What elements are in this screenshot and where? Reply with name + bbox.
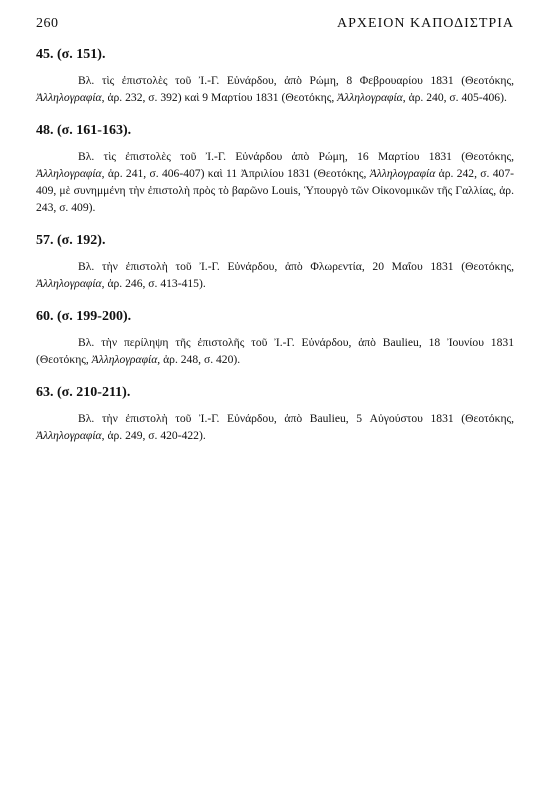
italic-title: Ἀλληλογραφία: [36, 277, 102, 290]
page-number: 260: [36, 16, 59, 31]
italic-title: Ἀλληλογραφία: [36, 429, 102, 442]
running-title: ΑΡΧΕΙΟΝ ΚΑΠΟΔΙΣΤΡΙΑ: [337, 16, 514, 31]
note-body: [36, 334, 514, 368]
body-text: , ἀρ. 240, σ. 405-406).: [402, 91, 507, 104]
body-text: , ἀρ. 249, σ. 420-422).: [101, 429, 206, 442]
note: [36, 122, 514, 216]
note-heading: 48. (σ. 161-163).: [36, 123, 132, 138]
body-text: Βλ. τὶς ἐπιστολὲς τοῦ Ἰ.-Γ. Εὐνάρδου ἀπὸ Ρώμη, 16 Μαρτίου 1831 (Θεοτόκης,: [78, 150, 514, 163]
notes-content: [36, 46, 514, 460]
body-text: Βλ. τὴν ἐπιστολὴ τοῦ Ἰ.-Γ. Εὐνάρδου, ἀπὸ Baulieu, 5 Αὐγούστου 1831 (Θεοτόκης,: [78, 412, 514, 425]
note-body: [36, 148, 514, 216]
note-heading: 63. (σ. 210-211).: [36, 385, 131, 400]
italic-title: Ἀλληλογραφία: [36, 91, 102, 104]
note: [36, 232, 514, 292]
note-heading: 60. (σ. 199-200).: [36, 309, 132, 324]
note-heading: 45. (σ. 151).: [36, 47, 106, 62]
note-heading: 57. (σ. 192).: [36, 233, 106, 248]
page-header: [36, 16, 514, 34]
note: [36, 308, 514, 368]
italic-title: Ἀλληλογραφία: [369, 167, 436, 180]
body-text: Βλ. τὶς ἐπιστολὲς τοῦ Ἰ.-Γ. Εὐνάρδου, ἀπὸ Ρώμη, 8 Φεβρουαρίου 1831 (Θεοτόκης,: [78, 74, 514, 87]
body-text: , ἀρ. 246, σ. 413-415).: [101, 277, 206, 290]
note-body: [36, 72, 514, 106]
note: [36, 384, 514, 444]
note-body: [36, 410, 514, 444]
italic-title: Ἀλληλογραφία: [91, 353, 158, 366]
body-text: ἀρ. 242, σ. 407-409, μὲ συνημμένη τὴν ἐπιστολὴ πρὸς τὸ βαρῶνο Louis, Ὑπουργὸ τῶν Οἰκονομικῶν τῆς Γαλλίας, ἀρ. 243, σ. 409).: [36, 167, 514, 214]
body-text: Βλ. τὴν ἐπιστολὴ τοῦ Ἰ.-Γ. Εὐνάρδου, ἀπὸ Φλωρεντία, 20 Μαΐου 1831 (Θεοτόκης,: [78, 260, 514, 273]
body-text: , ἀρ. 232, σ. 392) καὶ 9 Μαρτίου 1831 (Θεοτόκης,: [101, 91, 338, 104]
body-text: Βλ. τὴν περίληψη τῆς ἐπιστολῆς τοῦ Ἰ.-Γ. Εὐνάρδου, ἀπὸ Baulieu, 18 Ἰουνίου 1831 (Θεοτόκης,: [36, 336, 514, 366]
note-body: [36, 258, 514, 292]
italic-title: Ἀλληλογραφία: [337, 91, 403, 104]
note: [36, 46, 514, 106]
italic-title: Ἀλληλογραφία: [36, 167, 102, 180]
body-text: , ἀρ. 241, σ. 406-407) καὶ 11 Ἀπριλίου 1831 (Θεοτόκης,: [101, 167, 370, 180]
body-text: , ἀρ. 248, σ. 420).: [157, 353, 241, 366]
